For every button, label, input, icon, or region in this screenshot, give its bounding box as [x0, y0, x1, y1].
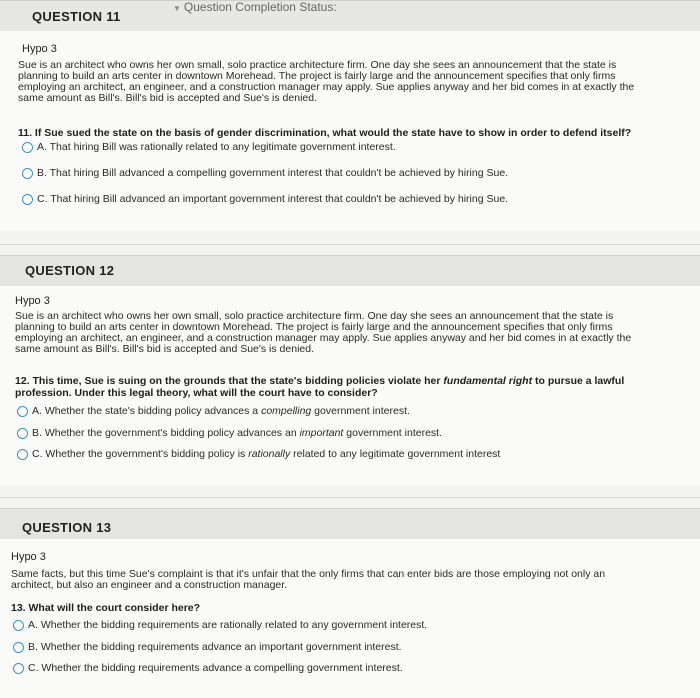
question-12-title: QUESTION 12 [25, 263, 115, 278]
paragraph-line: employing an architect, an engineer, and a construction manager may apply. Sue applies anyway and her bid comes in at exactly the [18, 81, 635, 93]
paragraph-line: Same facts, but this time Sue's complaint is that it's unfair that the only firms that can enter bids are those employing not only an [11, 568, 606, 580]
question-13-option-c[interactable] [13, 662, 403, 674]
radio-button[interactable] [22, 168, 33, 179]
option-label: B. Whether the bidding requirements advance an important government interest. [28, 641, 402, 653]
question-11-paragraph [18, 60, 698, 104]
question-completion-status[interactable] [173, 0, 337, 14]
radio-button[interactable] [13, 663, 24, 674]
radio-button[interactable] [22, 194, 33, 205]
radio-button[interactable] [13, 620, 24, 631]
radio-button[interactable] [22, 142, 33, 153]
radio-button[interactable] [17, 428, 28, 439]
question-emphasis: fundamental right [443, 375, 533, 387]
option-text: B. Whether the government's bidding policy advances an [32, 427, 300, 439]
option-emphasis: rationally [248, 448, 291, 460]
option-text: related to any legitimate government interest [290, 448, 501, 460]
paragraph-line: same amount as Bill's. Bill's bid is accepted and Sue's is denied. [15, 343, 315, 355]
option-label: C. Whether the bidding requirements advance a compelling government interest. [28, 662, 403, 674]
radio-button[interactable] [13, 642, 24, 653]
question-11-title: QUESTION 11 [32, 9, 121, 24]
question-11-option-b[interactable] [22, 167, 508, 179]
paragraph-line: same amount as Bill's. Bill's bid is accepted and Sue's is denied. [18, 92, 318, 104]
question-11-option-c[interactable] [22, 193, 508, 205]
question-13-option-b[interactable] [13, 641, 402, 653]
option-text: C. Whether the government's bidding policy is [32, 448, 249, 460]
option-label [32, 448, 500, 460]
question-completion-status-label: Question Completion Status: [183, 0, 337, 14]
paragraph-line: architect, but also an engineer and a construction manager. [11, 579, 288, 591]
option-emphasis: compelling [261, 405, 312, 417]
option-emphasis: important [299, 427, 344, 439]
question-13-text: 13. What will the court consider here? [11, 602, 201, 614]
divider [0, 497, 700, 498]
question-11-option-a[interactable] [22, 141, 396, 153]
question-12-line-2: profession. Under this legal theory, what will the court have to consider? [15, 387, 378, 399]
divider [0, 244, 700, 245]
paragraph-line: employing an architect, an engineer, and a construction manager may apply. Sue applies anyway and her bid comes in at exactly the [15, 332, 632, 344]
option-label [32, 405, 410, 417]
question-13-paragraph [11, 569, 691, 591]
question-text: to pursue a lawful [532, 375, 625, 387]
question-12-hypo: Hypo 3 [15, 295, 50, 307]
question-12-line-1 [15, 375, 695, 387]
chevron-down-icon: ▼ [173, 4, 181, 13]
option-label: A. Whether the bidding requirements are rationally related to any government interest. [28, 619, 428, 631]
question-12-text [15, 375, 695, 399]
paragraph-line: Sue is an architect who owns her own small, solo practice architecture firm. One day she sees an announcement that the state is [18, 59, 617, 71]
question-12-option-a[interactable] [17, 405, 410, 417]
paragraph-line: Sue is an architect who owns her own small, solo practice architecture firm. One day she sees an announcement that the state is [15, 310, 614, 322]
option-label: A. That hiring Bill was rationally related to any legitimate government interest. [37, 141, 396, 153]
option-label: B. That hiring Bill advanced a compelling government interest that couldn't be achieved by hiring Sue. [37, 167, 509, 179]
option-text: A. Whether the state's bidding policy advances a [32, 405, 262, 417]
radio-button[interactable] [17, 449, 28, 460]
question-11-hypo: Hypo 3 [22, 43, 57, 55]
question-12-option-b[interactable] [17, 427, 442, 439]
question-13-title: QUESTION 13 [22, 520, 112, 535]
option-label: C. That hiring Bill advanced an important government interest that couldn't be achieved by hiring Sue. [37, 193, 509, 205]
paragraph-line: planning to build an arts center in downtown Morehead. The project is fairly large and the announcement specifies that only firms [15, 321, 613, 333]
question-13-hypo: Hypo 3 [11, 551, 46, 563]
question-12-paragraph [15, 311, 695, 355]
question-12-option-c[interactable] [17, 448, 500, 460]
question-13-option-a[interactable] [13, 619, 427, 631]
radio-button[interactable] [17, 406, 28, 417]
option-text: government interest. [343, 427, 442, 439]
question-text: 12. This time, Sue is suing on the grounds that the state's bidding policies violate her [15, 375, 444, 387]
paragraph-line: planning to build an arts center in downtown Morehead. The project is fairly large and the announcement specifies that only firms [18, 70, 616, 82]
option-label [32, 427, 442, 439]
question-11-text: 11. If Sue sued the state on the basis of gender discrimination, what would the state have to show in order to defend itself? [18, 127, 632, 139]
option-text: government interest. [311, 405, 410, 417]
